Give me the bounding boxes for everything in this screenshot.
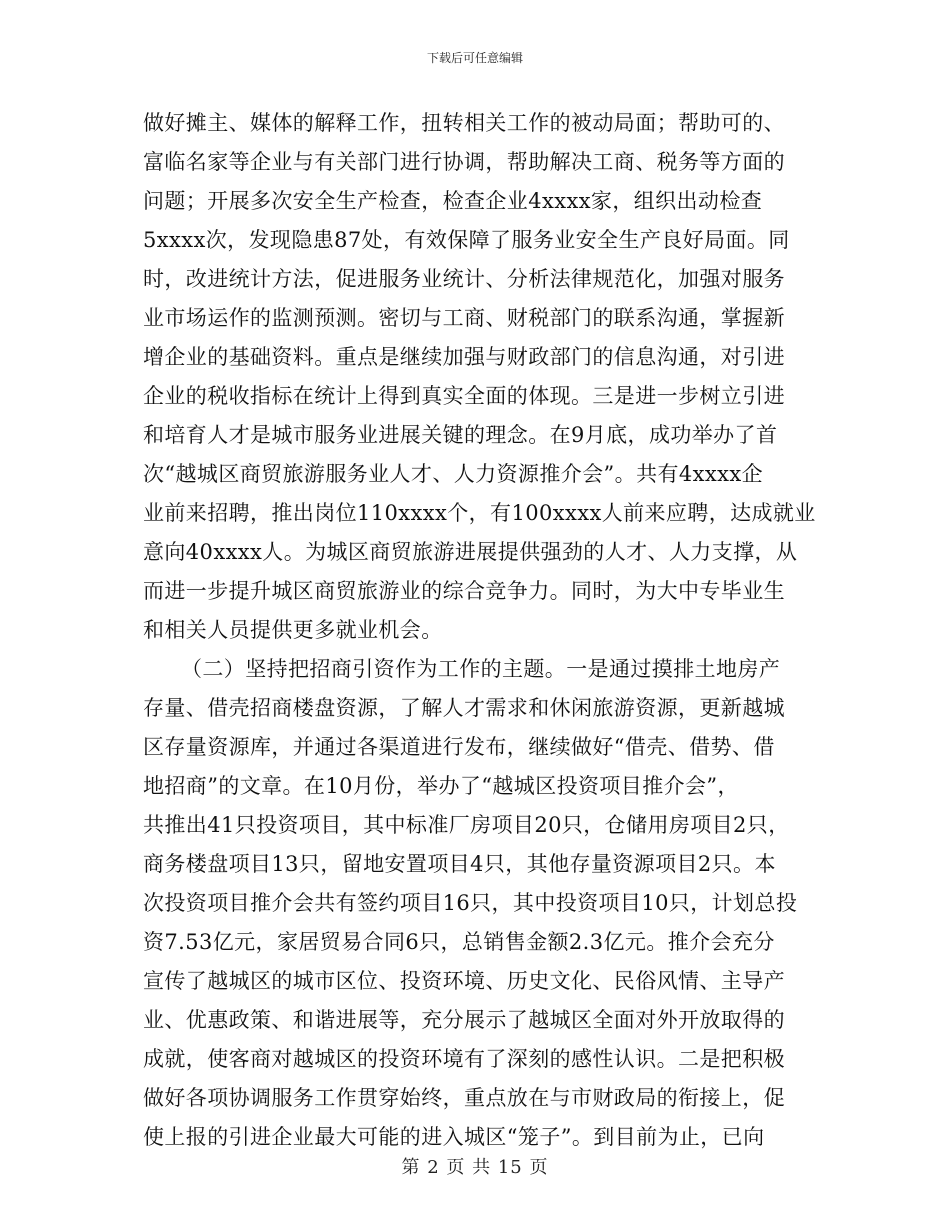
text-line: 企业的税收指标在统计上得到真实全面的体现。三是进一步树立引进 (143, 384, 785, 408)
text-line: 和相关人员提供更多就业机会。 (143, 618, 443, 642)
text-line: 区存量资源库，并通过各渠道进行发布，继续做好“借壳、借势、借 (143, 735, 775, 759)
section-heading-line: （二）坚持把招商引资作为工作的主题。一是通过摸排土地房产 (181, 657, 781, 681)
text-line: 业市场运作的监测预测。密切与工商、财税部门的联系沟通，掌握新 (143, 306, 785, 330)
text-line: 次“越城区商贸旅游服务业人才、人力资源推介会”。共有4xxxx企 (143, 462, 764, 486)
text-line: 时，改进统计方法，促进服务业统计、分析法律规范化，加强对服务 (143, 267, 785, 291)
page-header: 下载后可任意编辑 (426, 51, 523, 65)
text-line: 资7.53亿元，家居贸易合同6只，总销售金额2.3亿元。推介会充分 (143, 930, 775, 954)
page-footer: 第 2 页 共 15 页 (401, 1157, 549, 1178)
text-line: 问题；开展多次安全生产检查，检查企业4xxxx家，组织出动检查 (143, 189, 763, 213)
text-line: 做好摊主、媒体的解释工作，扭转相关工作的被动局面；帮助可的、 (143, 111, 785, 135)
text-line: 做好各项协调服务工作贯穿始终，重点放在与市财政局的衔接上，促 (143, 1086, 785, 1110)
text-line: 共推出41只投资项目，其中标准厂房项目20只，仓储用房项目2只， (143, 813, 790, 837)
text-line: 商务楼盘项目13只，留地安置项目4只，其他存量资源项目2只。本 (143, 852, 776, 876)
document-body (143, 104, 816, 1157)
text-line: 和培育人才是城市服务业进展关键的理念。在9月底，成功举办了首 (143, 423, 778, 447)
text-line: 宣传了越城区的城市区位、投资环境、历史文化、民俗风情、主导产 (143, 969, 785, 993)
text-line: 意向40xxxx人。为城区商贸旅游进展提供强劲的人才、人力支撑，从 (143, 540, 798, 564)
text-line: 次投资项目推介会共有签约项目16只，其中投资项目10只，计划总投 (143, 891, 798, 915)
text-line: 5xxxx次，发现隐患87处，有效保障了服务业安全生产良好局面。同 (143, 228, 790, 252)
text-line: 成就，使客商对越城区的投资环境有了深刻的感性认识。二是把积极 (143, 1047, 785, 1071)
text-line: 地招商”的文章。在10月份，举办了“越城区投资项目推介会”， (143, 774, 739, 798)
text-line: 业、优惠政策、和谐进展等，充分展示了越城区全面对外开放取得的 (143, 1008, 785, 1032)
text-line: 增企业的基础资料。重点是继续加强与财政部门的信息沟通，对引进 (143, 345, 785, 369)
text-line: 富临名家等企业与有关部门进行协调，帮助解决工商、税务等方面的 (143, 150, 785, 174)
text-line: 业前来招聘，推出岗位110xxxx个，有100xxxx人前来应聘，达成就业 (143, 501, 816, 525)
text-line: 使上报的引进企业最大可能的进入城区“笼子”。到目前为止，已向 (143, 1125, 765, 1149)
text-line: 存量、借壳招商楼盘资源，了解人才需求和休闲旅游资源，更新越城 (143, 696, 785, 720)
text-line: 而进一步提升城区商贸旅游业的综合竞争力。同时，为大中专毕业生 (143, 579, 785, 603)
